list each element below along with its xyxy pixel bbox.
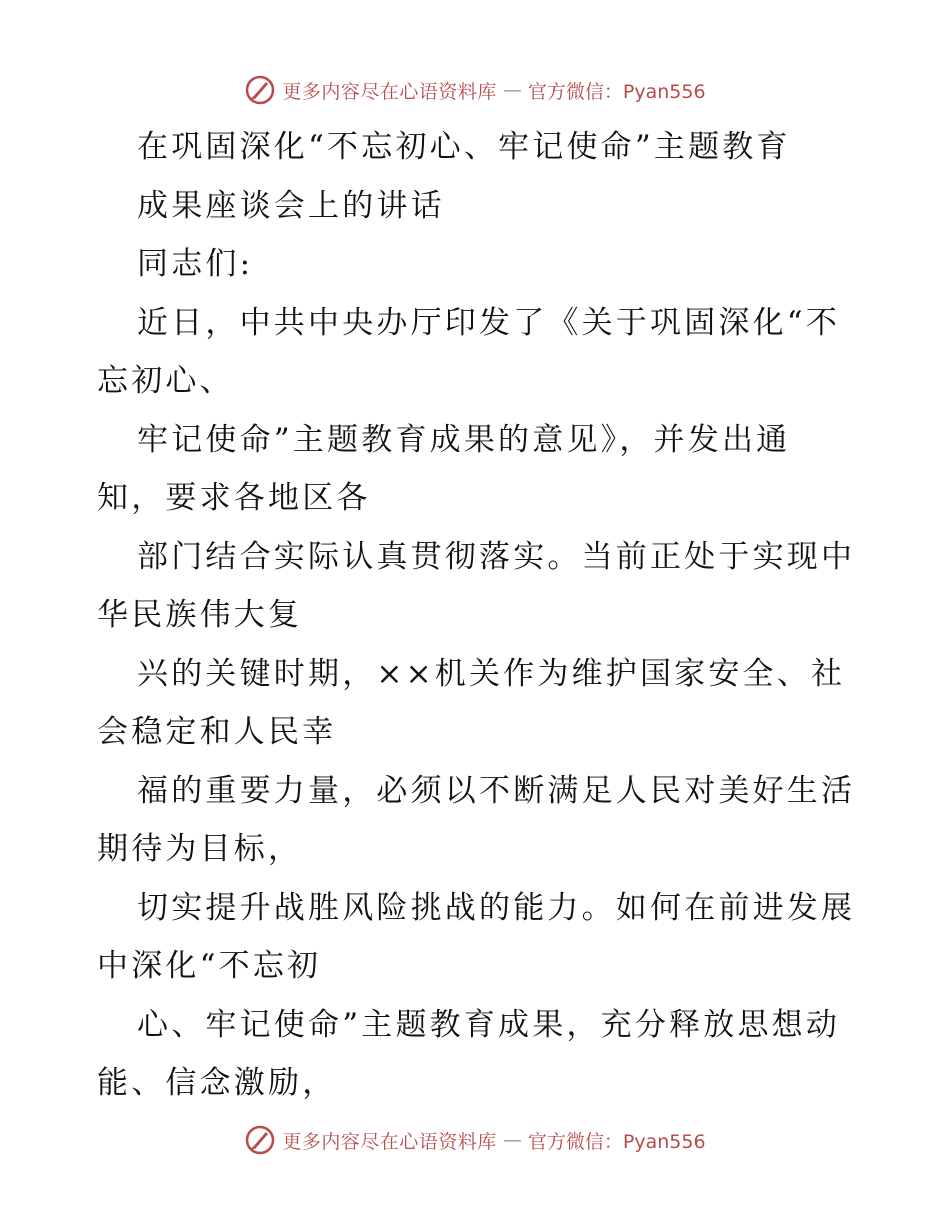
watermark-contact: 官方微信：Pyan556 — [527, 80, 706, 103]
body-line: 忘初心、 — [97, 363, 234, 399]
body-line: 近日，中共中央办厅印发了《关于巩固深化“不 — [137, 304, 841, 341]
document-body — [97, 118, 857, 1113]
footer-watermark — [0, 1120, 950, 1160]
body-line: 福的重要力量，必须以不断满足人民对美好生活 — [137, 772, 856, 809]
watermark-dash: — — [502, 1129, 522, 1151]
body-line: 兴的关键时期，××机关作为维护国家安全、社 — [137, 655, 846, 692]
body-line: 部门结合实际认真贯彻落实。当前正处于实现中 — [137, 538, 856, 575]
body-line: 中深化“不忘初 — [97, 948, 322, 984]
document-title-line-2: 成果座谈会上的讲话 — [137, 187, 445, 224]
body-line: 期待为目标， — [97, 831, 303, 867]
watermark-contact: 官方微信：Pyan556 — [527, 1130, 706, 1153]
watermark-site-text: 更多内容尽在心语资料库 — [282, 80, 497, 103]
body-line: 心、牢记使命”主题教育成果，充分释放思想动 — [137, 1006, 841, 1043]
body-line: 能、信念激励， — [97, 1065, 337, 1101]
body-line: 切实提升战胜风险挑战的能力。如何在前进发展 — [137, 889, 856, 926]
body-line: 华民族伟大复 — [97, 597, 303, 633]
watermark-dash: — — [502, 79, 522, 101]
document-title-line-1: 在巩固深化“不忘初心、牢记使命”主题教育 — [137, 129, 791, 165]
header-watermark — [0, 70, 950, 110]
watermark-site-text: 更多内容尽在心语资料库 — [282, 1130, 497, 1153]
quill-logo-icon — [244, 74, 276, 106]
body-line: 会稳定和人民幸 — [97, 714, 337, 750]
body-line: 牢记使命”主题教育成果的意见》，并发出通 — [137, 421, 791, 458]
body-line: 知，要求各地区各 — [97, 480, 371, 516]
quill-logo-icon — [244, 1124, 276, 1156]
salutation: 同志们: — [137, 246, 254, 282]
